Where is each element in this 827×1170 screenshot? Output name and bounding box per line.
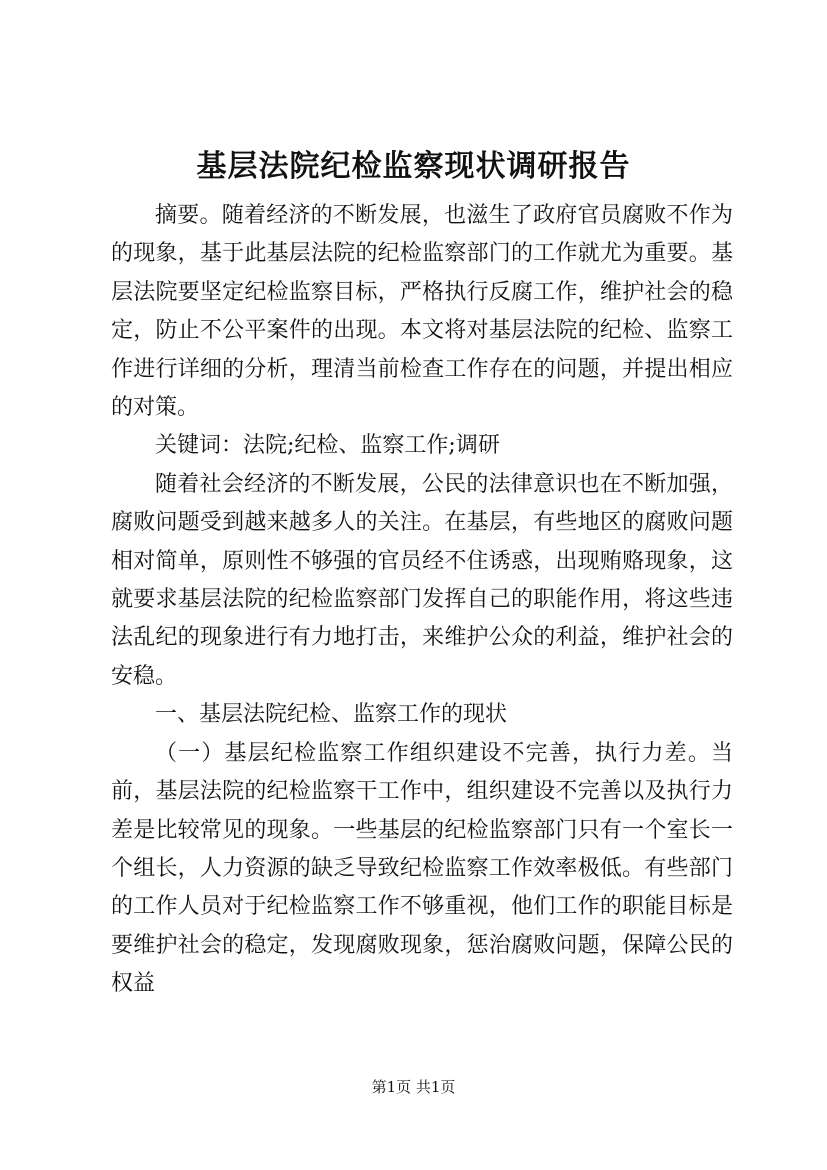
document-body <box>111 197 733 1004</box>
introduction-paragraph: 随着社会经济的不断发展，公民的法律意识也在不断加强，腐败问题受到越来越多人的关注。在基层，有些地区的腐败问题相对简单，原则性不够强的官员经不住诱惑，出现贿赂现象，这就要求基层法院的纪检监察部门发挥自己的职能作用，将这些违法乱纪的现象进行有力地打击，来维护公众的利益，维护社会的安稳。 <box>111 471 733 689</box>
document-title: 基层法院纪检监察现状调研报告 <box>196 149 631 184</box>
page-footer <box>0 1076 827 1098</box>
section-heading: 一、基层法院纪检、监察工作的现状 <box>155 702 508 728</box>
abstract-paragraph: 摘要。随着经济的不断发展，也滋生了政府官员腐败不作为的现象，基于此基层法院的纪检监察部门的工作就尤为重要。基层法院要坚定纪检监察目标，严格执行反腐工作，维护社会的稳定，防止不公平案件的出现。本文将对基层法院的纪检、监察工作进行详细的分析，理清当前检查工作存在的问题，并提出相应的对策。 <box>111 203 733 421</box>
keywords-paragraph: 关键词：法院;纪检、监察工作;调研 <box>155 433 500 459</box>
subsection-paragraph: （一）基层纪检监察工作组织建设不完善，执行力差。当前，基层法院的纪检监察干工作中，组织建设不完善以及执行力差是比较常见的现象。一些基层的纪检监察部门只有一个室长一个组长，人力资源的缺乏导致纪检监察工作效率极低。有些部门的工作人员对于纪检监察工作不够重视，他们工作的职能目标是要维护社会的稳定，发现腐败现象，惩治腐败问题，保障公民的权益 <box>111 740 733 997</box>
page-number-label: 第1页 共1页 <box>371 1078 456 1096</box>
